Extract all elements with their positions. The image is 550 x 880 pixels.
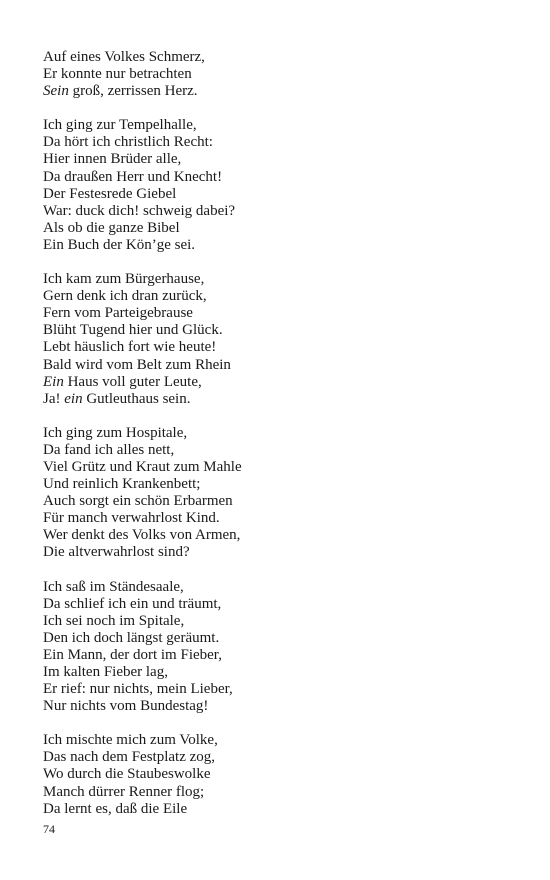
line-text: Auch sorgt ein schön Erbarmen: [43, 493, 233, 510]
italic-text: Sein: [43, 83, 69, 100]
poem-line: [43, 510, 513, 527]
line-text: Da draußen Herr und Knecht!: [43, 168, 223, 185]
line-text: Ja!: [43, 390, 65, 407]
poem-line: [43, 288, 513, 305]
line-text: groß, zerrissen Herz.: [68, 83, 198, 100]
poem-line: [43, 134, 513, 151]
poem-line: [43, 49, 513, 66]
poem-line: [43, 459, 513, 476]
line-text: Ein Buch der Kön’ge sei.: [43, 236, 196, 253]
line-text: Er rief: nur nichts, mein Lieber,: [43, 681, 233, 698]
line-text: Da hört ich christlich Recht:: [43, 134, 213, 151]
line-text: Und reinlich Krankenbett;: [43, 476, 201, 493]
poem-line: [43, 613, 513, 630]
italic-text: ein: [64, 390, 83, 407]
line-text: War: duck dich! schweig dabei?: [43, 202, 236, 219]
poem-line: [43, 425, 513, 442]
line-text: Da lernt es, daß die Eile: [43, 800, 188, 817]
line-text: Nur nichts vom Bundestag!: [43, 698, 209, 715]
poem-line: [43, 374, 513, 391]
line-text: Hier innen Brüder alle,: [43, 151, 182, 168]
line-text: Da fand ich alles nett,: [43, 441, 175, 458]
poem-line: [43, 203, 513, 220]
poem-line: [43, 493, 513, 510]
line-text: Für manch verwahrlost Kind.: [43, 510, 220, 527]
line-text: Ich saß im Ständesaale,: [43, 578, 184, 595]
line-text: Da schlief ich ein und träumt,: [43, 595, 222, 612]
line-text: Den ich doch längst geräumt.: [43, 629, 220, 646]
poem-line: [43, 442, 513, 459]
poem-line: [43, 151, 513, 168]
line-text: Ich sei noch im Spitale,: [43, 612, 185, 629]
poem-line: [43, 186, 513, 203]
poem-line: [43, 732, 513, 749]
line-text: Der Festesrede Giebel: [43, 185, 177, 202]
poem-line: [43, 698, 513, 715]
poem-line: [43, 647, 513, 664]
poem-line: [43, 322, 513, 339]
line-text: Blüht Tugend hier und Glück.: [43, 322, 223, 339]
line-text: Lebt häuslich fort wie heute!: [43, 339, 217, 356]
poem-line: [43, 784, 513, 801]
poem-line: [43, 83, 513, 100]
poem-line: [43, 305, 513, 322]
line-text: Ich kam zum Bürgerhause,: [43, 271, 205, 288]
poem-line: [43, 664, 513, 681]
line-text: Viel Grütz und Kraut zum Mahle: [43, 458, 242, 475]
line-text: Gern denk ich dran zurück,: [43, 288, 207, 305]
line-text: Ein Mann, der dort im Fieber,: [43, 646, 222, 663]
poem-line: [43, 527, 513, 544]
poem-line: [43, 237, 513, 254]
poem-line: [43, 220, 513, 237]
poem-line: [43, 66, 513, 83]
poem-line: [43, 271, 513, 288]
poem-line: [43, 579, 513, 596]
stanza: [43, 732, 513, 817]
stanza: [43, 49, 513, 100]
line-text: Ich ging zur Tempelhalle,: [43, 117, 197, 134]
line-text: Das nach dem Festplatz zog,: [43, 749, 216, 766]
line-text: Gutleuthaus sein.: [82, 390, 191, 407]
poem-line: [43, 357, 513, 374]
line-text: Bald wird vom Belt zum Rhein: [43, 356, 231, 373]
poem-line: [43, 391, 513, 408]
italic-text: Ein: [43, 373, 64, 390]
line-text: Fern vom Parteigebrause: [43, 305, 193, 322]
poem-line: [43, 681, 513, 698]
poem-line: [43, 766, 513, 783]
poem-line: [43, 596, 513, 613]
stanza: [43, 579, 513, 716]
line-text: Haus voll guter Leute,: [63, 373, 202, 390]
line-text: Als ob die ganze Bibel: [43, 219, 180, 236]
poem-line: [43, 630, 513, 647]
poem-line: [43, 339, 513, 356]
poem-line: [43, 476, 513, 493]
poem-line: [43, 749, 513, 766]
stanza: [43, 271, 513, 408]
stanza: [43, 117, 513, 254]
line-text: Wo durch die Staubeswolke: [43, 766, 211, 783]
poem-line: [43, 801, 513, 818]
page-number: 74: [43, 822, 55, 836]
stanza: [43, 425, 513, 562]
poem-text: [43, 49, 513, 835]
line-text: Ich ging zum Hospitale,: [43, 424, 188, 441]
poem-line: [43, 117, 513, 134]
line-text: Manch dürrer Renner flog;: [43, 783, 205, 800]
line-text: Er konnte nur betrachten: [43, 66, 192, 83]
poem-line: [43, 169, 513, 186]
poem-line: [43, 544, 513, 561]
line-text: Die altverwahrlost sind?: [43, 544, 190, 561]
line-text: Im kalten Fieber lag,: [43, 664, 168, 680]
line-text: Auf eines Volkes Schmerz,: [43, 49, 205, 65]
line-text: Wer denkt des Volks von Armen,: [43, 527, 241, 544]
line-text: Ich mischte mich zum Volke,: [43, 732, 218, 749]
